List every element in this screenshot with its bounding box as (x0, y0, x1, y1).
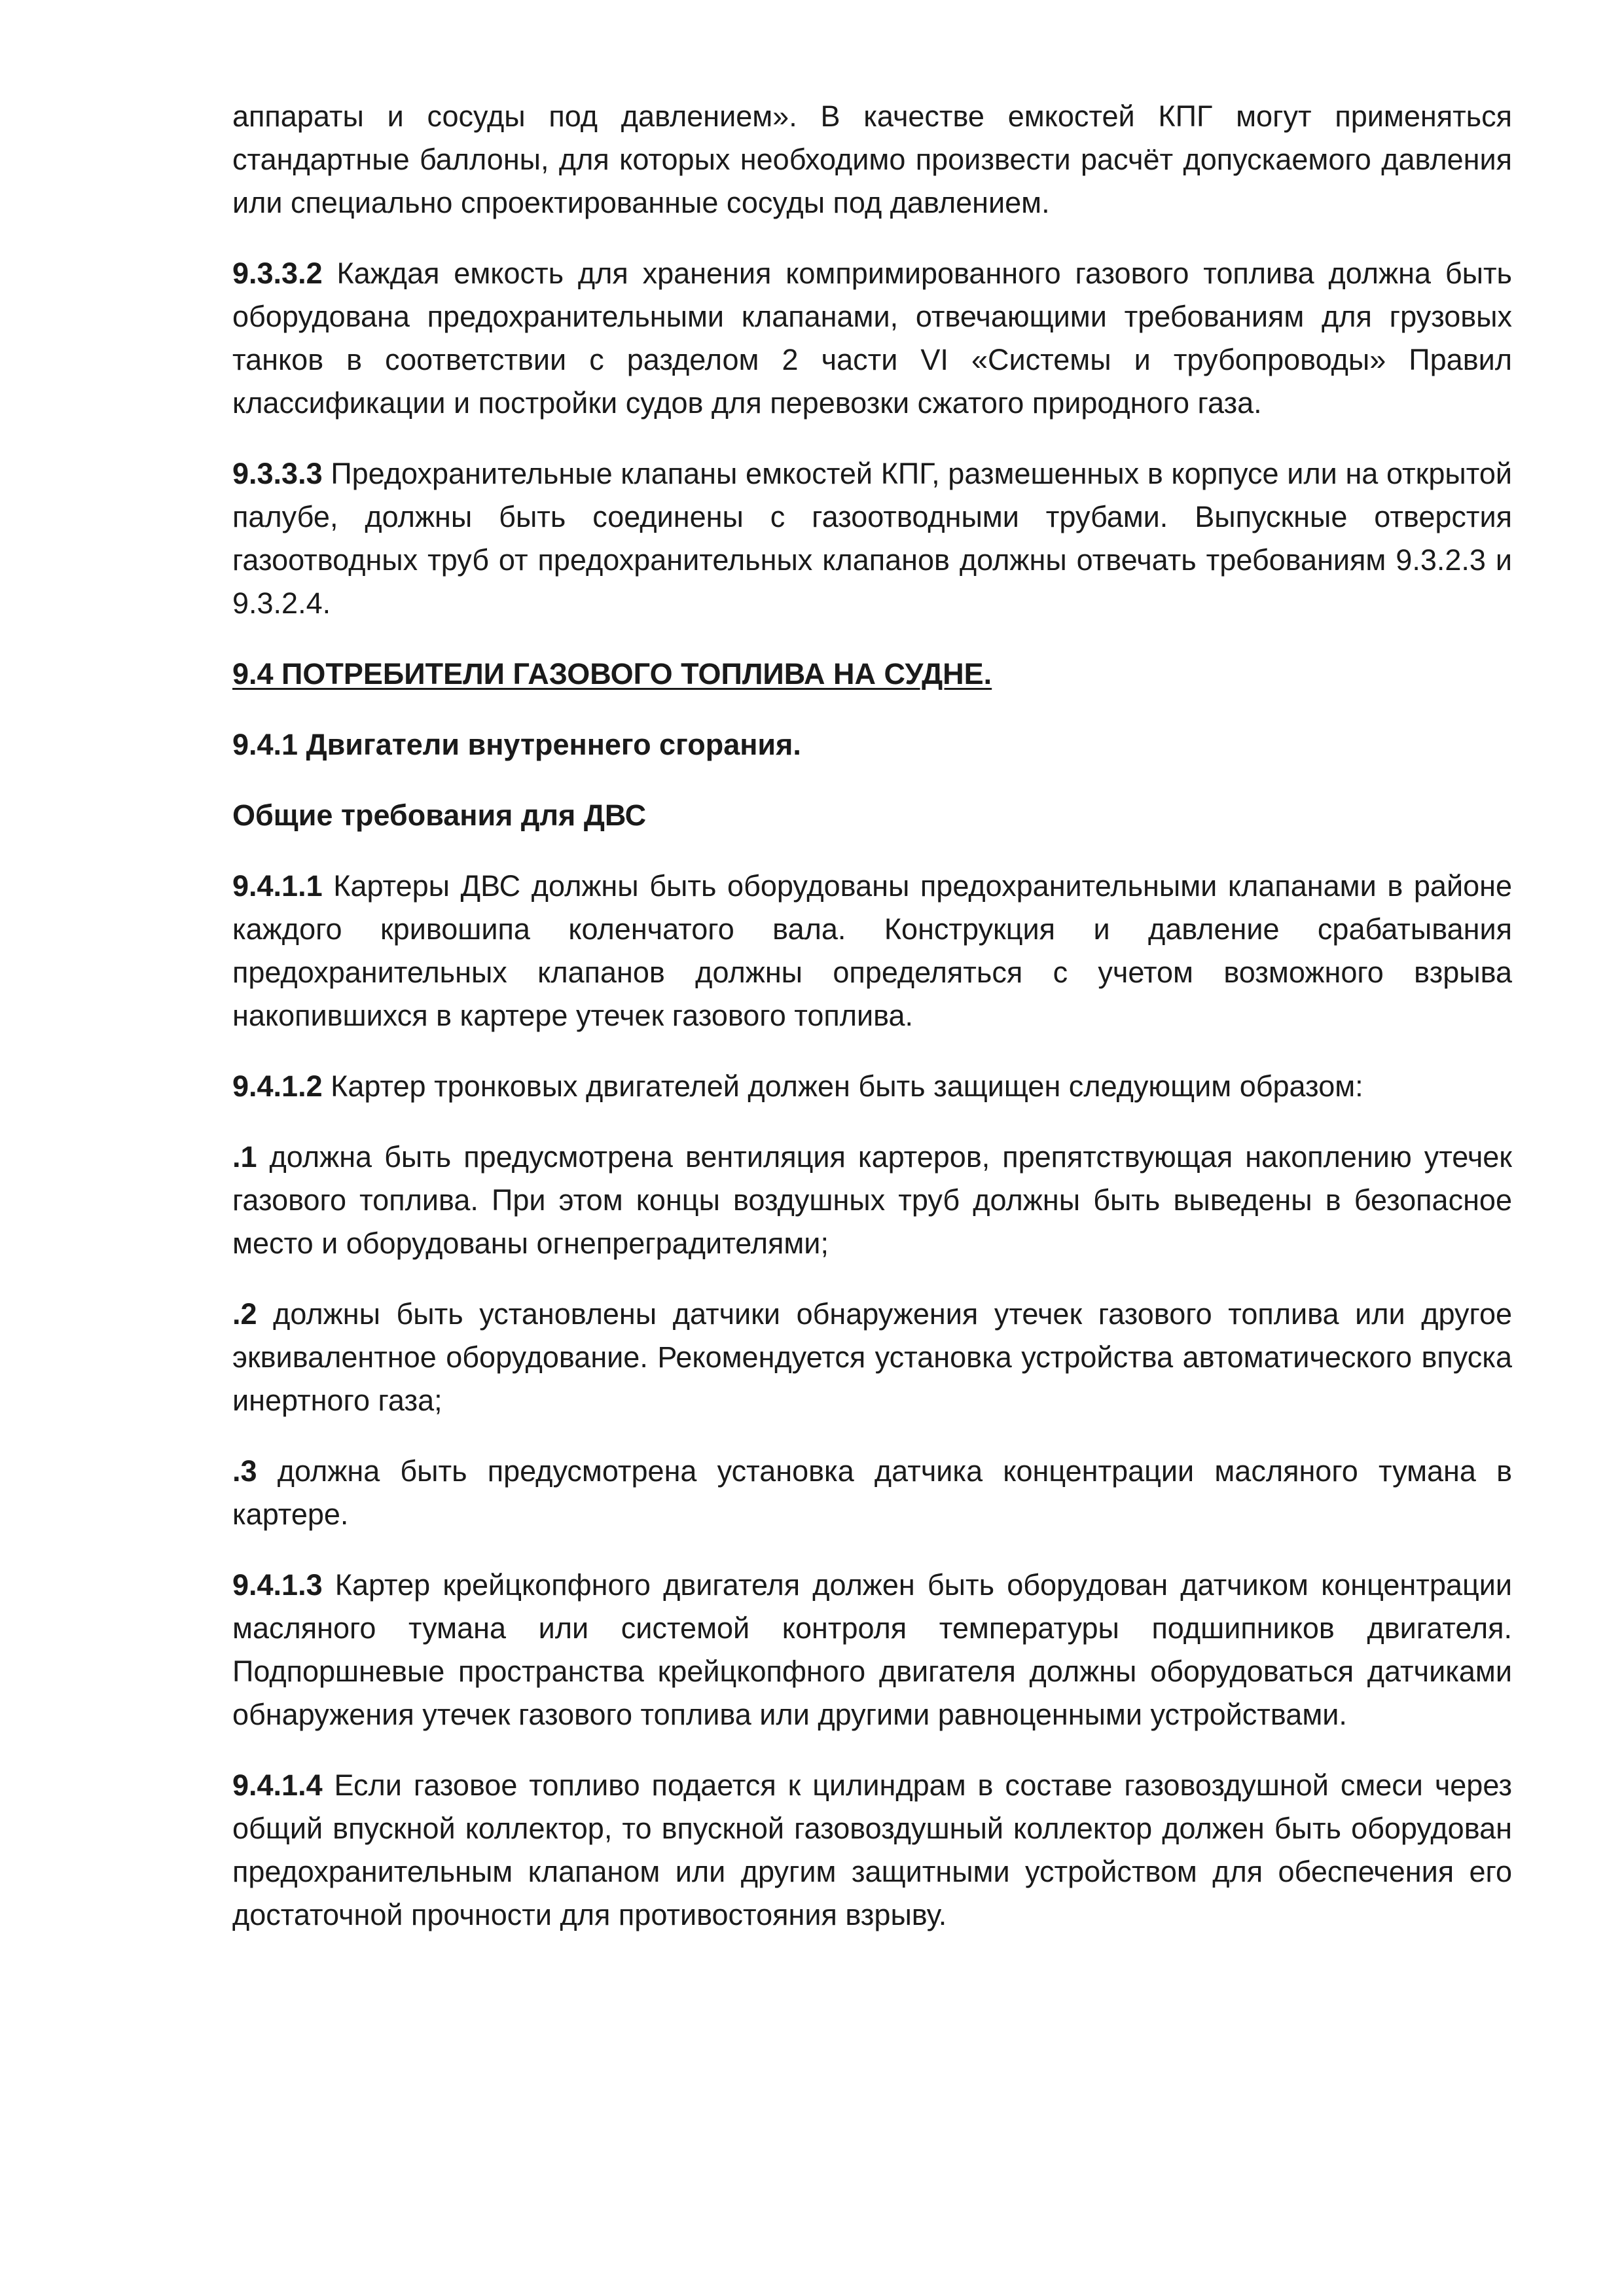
paragraph-text: аппараты и сосуды под давлением». В качестве емкостей КПГ могут применяться стандартные баллоны, для которых необходимо произвести расчёт допускаемого давления или специально спроектированные сосуды под давлением. (232, 99, 1512, 219)
list-item-text: должны быть установлены датчики обнаружения утечек газового топлива или другое эквивалентное оборудование. Рекомендуется установка устройства автоматического впуска инертного газа; (232, 1297, 1512, 1417)
paragraph-9-4-1-1 (232, 865, 1512, 1037)
paragraph-9-4-1-4 (232, 1764, 1512, 1937)
clause-number: 9.3.3.3 (232, 457, 323, 490)
paragraph-text: Картер крейцкопфного двигателя должен быть оборудован датчиком концентрации масляного тумана или системой контроля температуры подшипников двигателя. Подпоршневые пространства крейцкопфного двигателя должны оборудоваться датчиками обнаружения утечек газового топлива или другими равноценными устройствами. (232, 1568, 1512, 1731)
subsection-heading-9-4-1: 9.4.1 Двигатели внутреннего сгорания. (232, 728, 801, 761)
list-item-1 (232, 1136, 1512, 1265)
paragraph-9-3-3-2 (232, 252, 1512, 425)
list-item-marker: .2 (232, 1297, 257, 1331)
list-item-text: должна быть предусмотрена вентиляция картеров, препятствующая накоплению утечек газового топлива. При этом концы воздушных труб должны быть выведены в безопасное место и оборудованы огнепреградителями; (232, 1140, 1512, 1260)
paragraph-9-4-1-2 (232, 1065, 1512, 1108)
paragraph-text: Картеры ДВС должны быть оборудованы предохранительными клапанами в районе каждого кривошипа коленчатого вала. Конструкция и давление срабатывания предохранительных клапанов должны определяться с учетом возможного взрыва накопившихся в картере утечек газового топлива. (232, 869, 1512, 1032)
paragraph-text: Предохранительные клапаны емкостей КПГ, размешенных в корпусе или на открытой палубе, должны быть соединены с газоотводными трубами. Выпускные отверстия газоотводных труб от предохранительных клапанов должны отвечать требованиям 9.3.2.3 и 9.3.2.4. (232, 457, 1512, 620)
clause-number: 9.4.1.3 (232, 1568, 323, 1602)
list-item-text: должна быть предусмотрена установка датчика концентрации масляного тумана в картере. (232, 1454, 1512, 1531)
clause-number: 9.3.3.2 (232, 257, 323, 290)
paragraph-9-3-3-3 (232, 452, 1512, 625)
clause-number: 9.4.1.1 (232, 869, 323, 903)
section-heading-9-4: 9.4 ПОТРЕБИТЕЛИ ГАЗОВОГО ТОПЛИВА НА СУДНЕ. (232, 657, 992, 691)
paragraph-text: Если газовое топливо подается к цилиндрам в составе газовоздушной смеси через общий впускной коллектор, то впускной газовоздушный коллектор должен быть оборудован предохранительным клапаном или другим защитными устройством для обеспечения его достаточной прочности для противостояния взрыву. (232, 1768, 1512, 1931)
list-item-3 (232, 1450, 1512, 1536)
list-item-marker: .3 (232, 1454, 257, 1488)
document-page (232, 95, 1512, 1964)
paragraph-9-4-1-3 (232, 1564, 1512, 1736)
general-requirements-heading: Общие требования для ДВС (232, 798, 647, 832)
paragraph-text: Картер тронковых двигателей должен быть защищен следующим образом: (322, 1069, 1363, 1103)
paragraph-text: Каждая емкость для хранения компримированного газового топлива должна быть оборудована предохранительными клапанами, отвечающими требованиям для грузовых танков в соответствии с разделом 2 части VI «Системы и трубопроводы» Правил классификации и постройки судов для перевозки сжатого природного газа. (232, 257, 1512, 420)
list-item-marker: .1 (232, 1140, 257, 1174)
clause-number: 9.4.1.2 (232, 1069, 323, 1103)
list-item-2 (232, 1293, 1512, 1422)
clause-number: 9.4.1.4 (232, 1768, 323, 1802)
paragraph-intro (232, 95, 1512, 224)
